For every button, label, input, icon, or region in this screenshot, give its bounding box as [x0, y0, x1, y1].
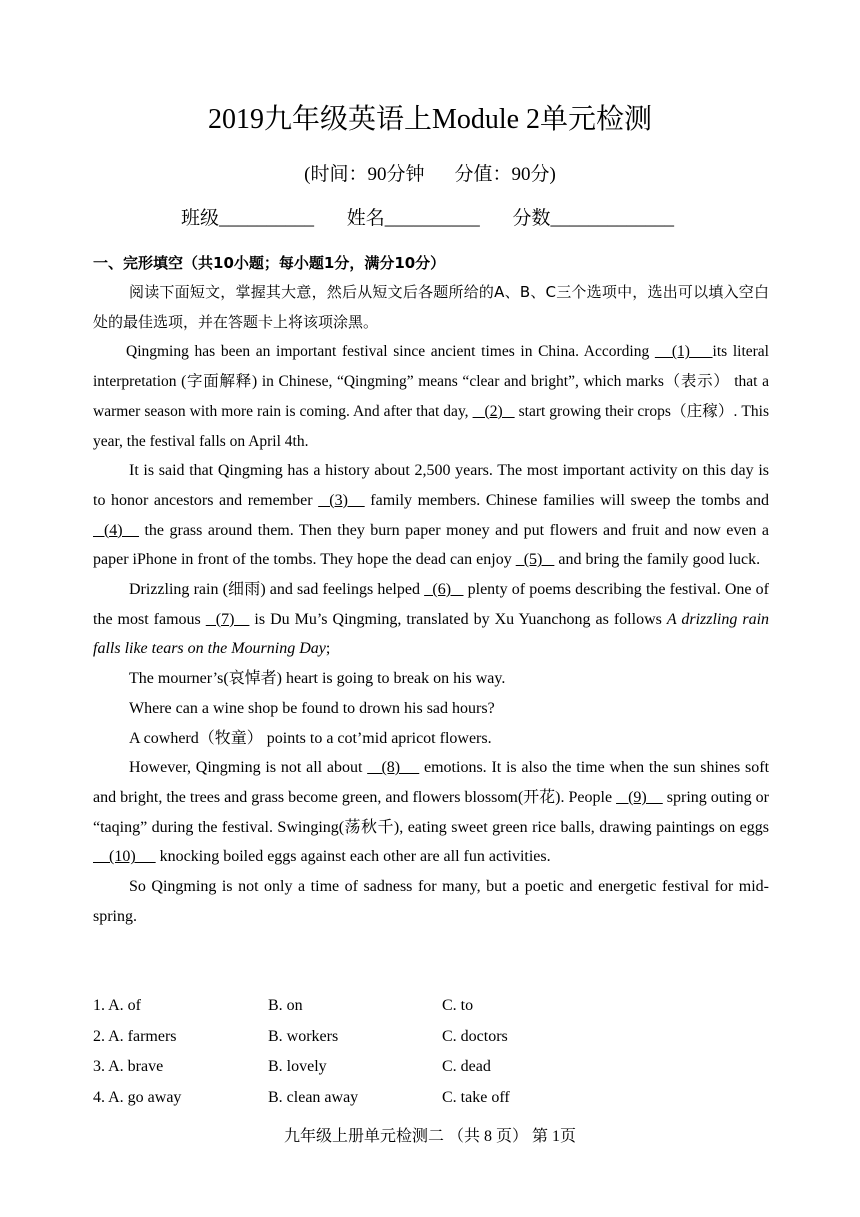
option-a: 4. A. go away — [93, 1088, 182, 1106]
text: Qingming has been an important festival since ancient times in China. According — [126, 343, 655, 361]
question-row — [93, 991, 510, 1022]
text: ; — [325, 640, 331, 658]
blank-5: (5) — [515, 551, 555, 569]
blank-9: (9) — [616, 788, 663, 806]
text: knocking boiled eggs against each other are all fun activities. — [155, 848, 551, 866]
student-info-fields — [181, 204, 702, 234]
blank-7: (7) — [205, 610, 250, 628]
total-score: 分值：90分) — [454, 164, 556, 185]
score-field: 分数_____________ — [512, 208, 675, 229]
option-a: 1. A. of — [93, 997, 141, 1014]
blank-6: (6) — [424, 581, 464, 599]
name-field: 姓名__________ — [346, 208, 480, 229]
option-b: B. on — [268, 997, 303, 1014]
option-c: C. to — [442, 997, 474, 1014]
blank-3: (3) — [318, 491, 365, 509]
question-row — [93, 1022, 510, 1053]
text: and bring the family good luck. — [554, 551, 761, 569]
question-options — [93, 991, 510, 1113]
option-b: B. workers — [268, 1027, 339, 1045]
poem-line: Where can a wine shop be found to drown his sad hours? — [129, 699, 495, 717]
text: emotions. It is also the time when the sun shines soft and bright, the trees and grass become green, and flowers blossom(开花). People — [93, 759, 770, 806]
poem-line: A cowherd（牧童） points to a cot’mid apricot flowers. — [129, 729, 492, 747]
paragraph-3 — [93, 575, 769, 664]
blank-1: (1) — [654, 343, 713, 361]
paragraph-5: So Qingming is not only a time of sadness for many, but a poetic and energetic festival for mid-spring. — [93, 878, 769, 925]
paragraph-2 — [93, 456, 769, 575]
blank-2: (2) — [472, 402, 515, 420]
passage — [93, 278, 769, 931]
option-b: B. clean away — [268, 1088, 359, 1106]
text: start growing their crops（庄稼）. This year, the festival falls on April 4th. — [93, 402, 769, 450]
paragraph-4 — [93, 753, 769, 872]
blank-10: (10) — [93, 848, 156, 866]
section-heading: 一、完形填空（共10小题；每小题1分，满分10分） — [93, 254, 446, 272]
poem-title-line: A drizzling rain falls like tears on the Mourning Day — [93, 610, 770, 658]
section-instruction: 阅读下面短文，掌握其大意，然后从短文后各题所给的A、B、C三个选项中，选出可以填入空白处的最佳选项，并在答题卡上将该项涂黑。 — [93, 283, 769, 331]
text: family members. Chinese families will sweep the tombs and — [364, 491, 770, 509]
blank-8: (8) — [367, 759, 420, 777]
option-c: C. doctors — [442, 1027, 508, 1045]
text: It is said that Qingming has a history about 2,500 years. The most important activity on this day is to honor ancestors and remember — [93, 462, 769, 509]
text: plenty of poems describing the festival. One of the most famous — [93, 581, 769, 628]
option-c: C. dead — [442, 1058, 491, 1075]
question-row — [93, 1052, 510, 1083]
text: is Du Mu’s Qingming, translated by Xu Yuanchong as follows — [249, 610, 667, 628]
page-footer: 九年级上册单元检测二 （共 8 页） 第 1页 — [283, 1128, 576, 1145]
text: spring outing or “taqing” during the festival. Swinging(荡秋千), eating sweet green rice balls, drawing paintings on eggs — [93, 788, 770, 836]
option-b: B. lovely — [268, 1058, 327, 1075]
text: Drizzling rain (细雨) and sad feelings helped — [129, 581, 425, 599]
paragraph-1 — [93, 337, 769, 456]
question-row — [93, 1083, 510, 1114]
option-a: 2. A. farmers — [93, 1027, 177, 1045]
time-limit: (时间：90分钟 — [304, 164, 425, 185]
poem-line: The mourner’s(哀悼者) heart is going to break on his way. — [129, 670, 506, 688]
class-field: 班级__________ — [181, 208, 315, 229]
text: its literal interpretation (字面解释) in Chinese, “Qingming” means “clear and bright”, which marks（表示） that a warmer season with more rain is coming. And after that day, — [93, 343, 769, 420]
option-c: C. take off — [442, 1088, 510, 1106]
option-a: 3. A. brave — [93, 1058, 164, 1075]
page-title: 2019九年级英语上Module 2单元检测 — [207, 104, 653, 135]
text: However, Qingming is not all about — [129, 759, 368, 777]
exam-meta — [0, 160, 860, 190]
blank-4: (4) — [93, 521, 140, 539]
text: the grass around them. Then they burn paper money and put flowers and fruit and now even a paper iPhone in front of the tombs. They hope the dead can enjoy — [93, 521, 770, 569]
